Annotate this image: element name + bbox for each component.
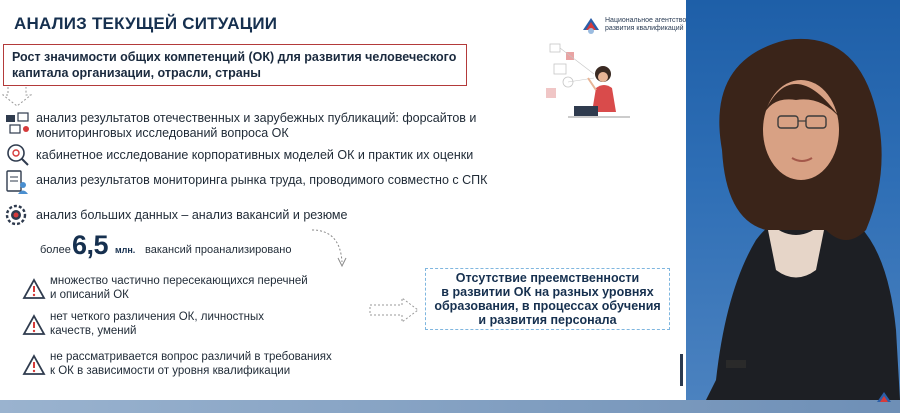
- dashed-right-arrow-icon: [368, 296, 420, 324]
- headline-box: [3, 44, 467, 86]
- problem-item-qualification-levels: [50, 350, 332, 378]
- woman-laptop-illustration: [538, 38, 634, 122]
- problem-line: качеств, умений: [50, 325, 137, 337]
- logo-line-1: Национальное агентство: [605, 17, 687, 24]
- stat-prefix: более: [40, 244, 71, 256]
- logo-line-2: развития квалификаций: [605, 25, 684, 32]
- organization-logo: [580, 14, 695, 36]
- speaker-video: [686, 0, 900, 400]
- publications-icon: [4, 112, 32, 136]
- magnifier-gear-icon: [4, 142, 30, 166]
- problem-line: нет четкого различения ОК, личностных: [50, 311, 265, 323]
- headline-text: Рост значимости общих компетенций (ОК) для развития человеческого капитала организации, отрасли, страны: [12, 50, 457, 80]
- conclusion-line: Отсутствие преемственности: [455, 271, 640, 285]
- conclusion-line: образования, в процессах обучения: [434, 299, 661, 313]
- method-item-publications: анализ результатов отечественных и зарубежных публикаций: форсайтов и мониторинговых исследований вопроса ОК: [36, 111, 477, 140]
- conclusion-line: в развитии ОК на разных уровнях: [441, 285, 654, 299]
- problem-line: и описаний ОК: [50, 289, 129, 301]
- problem-line: к ОК в зависимости от уровня квалификации: [50, 365, 291, 377]
- problem-line: множество частично пересекающихся перечней: [50, 275, 308, 287]
- stat-number: 6,5: [72, 230, 109, 260]
- stat-suffix: вакансий проанализировано: [145, 244, 292, 256]
- dashed-curve-arrow-icon: [310, 226, 350, 270]
- warning-icon: [22, 314, 46, 336]
- warning-icon: [22, 278, 46, 300]
- method-item-labour-market: анализ результатов мониторинга рынка труда, проводимого совместно с СПК: [36, 173, 488, 187]
- problem-item-no-distinction: [50, 310, 264, 338]
- slide-title: АНАЛИЗ ТЕКУЩЕЙ СИТУАЦИИ: [14, 14, 278, 33]
- problem-item-overlapping: [50, 274, 308, 302]
- broadcast-logo-icon: [876, 390, 892, 404]
- warning-icon: [22, 354, 46, 376]
- dashed-down-arrow-icon: [2, 86, 32, 108]
- conclusion-box: [425, 268, 670, 330]
- nark-logo-icon: [580, 14, 602, 36]
- bottom-strip: [0, 400, 900, 413]
- conclusion-line: и развития персонала: [478, 313, 617, 327]
- problem-line: не рассматривается вопрос различий в требованиях: [50, 351, 332, 363]
- gear-bigdata-icon: [4, 202, 32, 228]
- method-item-bigdata: анализ больших данных – анализ вакансий и резюме: [36, 208, 348, 222]
- stat-unit: млн.: [115, 245, 136, 255]
- slide-scrollbar[interactable]: [680, 354, 683, 386]
- method-item-corporate-models: кабинетное исследование корпоративных моделей ОК и практик их оценки: [36, 148, 474, 162]
- document-person-icon: [4, 168, 30, 196]
